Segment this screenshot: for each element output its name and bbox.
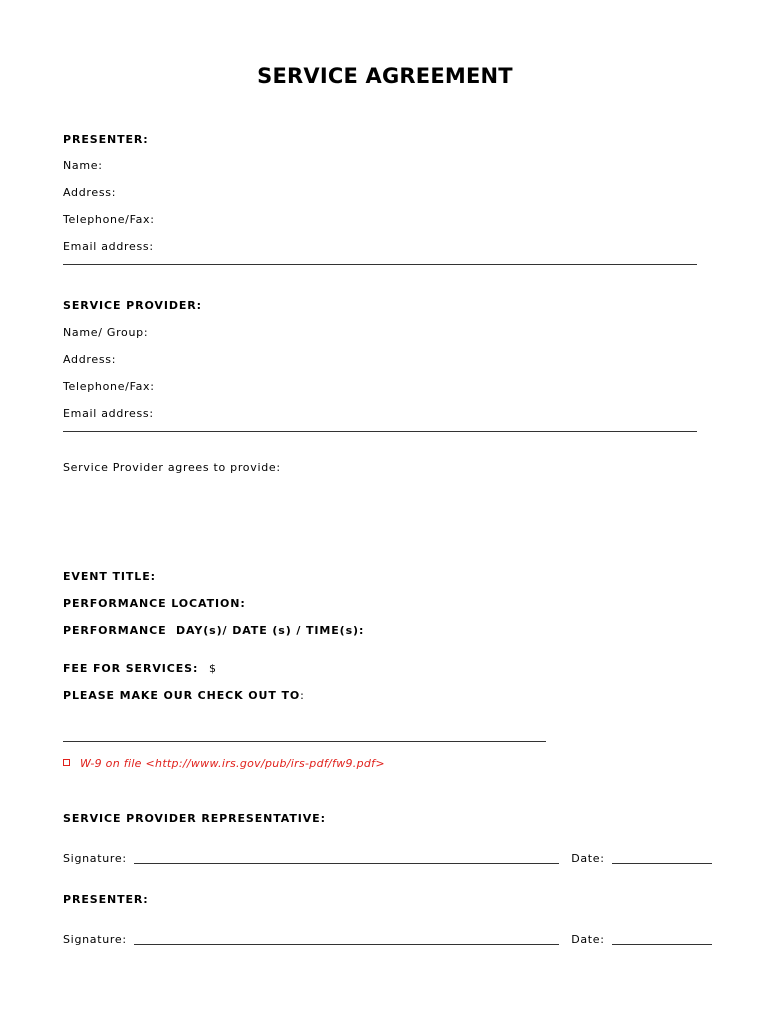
document-title: SERVICE AGREEMENT [257, 64, 513, 88]
agrees-to-provide-label: Service Provider agrees to provide: [63, 461, 281, 474]
rep-date-line[interactable] [612, 852, 712, 864]
rep-signature-label: Signature: [63, 852, 127, 865]
performance-location-label: PERFORMANCE LOCATION: [63, 597, 246, 610]
check-payable-label: PLEASE MAKE OUR CHECK OUT TO [63, 689, 301, 702]
rep-date-label: Date: [571, 852, 605, 865]
presenter-address-label: Address: [63, 186, 117, 199]
rep-signature-row [63, 852, 712, 865]
check-payable-colon: : [300, 689, 305, 702]
presenter-date-label: Date: [571, 933, 605, 946]
w9-row [63, 757, 385, 770]
presenter-signature-heading: PRESENTER: [63, 893, 149, 906]
presenter-date-line[interactable] [612, 933, 712, 945]
presenter-telephone-label: Telephone/Fax: [63, 213, 155, 226]
w9-checkbox-icon[interactable] [63, 759, 70, 766]
provider-divider [63, 431, 697, 432]
fee-for-services-label: FEE FOR SERVICES: [63, 662, 199, 675]
check-payable-line [63, 741, 546, 742]
provider-heading: SERVICE PROVIDER: [63, 299, 202, 312]
presenter-email-label: Email address: [63, 240, 154, 253]
representative-heading: SERVICE PROVIDER REPRESENTATIVE: [63, 812, 326, 825]
fee-currency-symbol: $ [209, 662, 217, 675]
presenter-divider [63, 264, 697, 265]
fee-for-services-row [63, 662, 217, 675]
presenter-signature-label: Signature: [63, 933, 127, 946]
w9-link-text[interactable]: W-9 on file <http://www.irs.gov/pub/irs-pdf/fw9.pdf> [80, 757, 385, 770]
rep-signature-line[interactable] [134, 852, 559, 864]
presenter-signature-line[interactable] [134, 933, 559, 945]
provider-telephone-label: Telephone/Fax: [63, 380, 155, 393]
provider-email-label: Email address: [63, 407, 154, 420]
provider-name-label: Name/ Group: [63, 326, 149, 339]
presenter-name-label: Name: [63, 159, 103, 172]
check-payable-row [63, 689, 305, 702]
presenter-signature-row [63, 933, 712, 946]
provider-address-label: Address: [63, 353, 117, 366]
performance-datetime-label: PERFORMANCE DAY(s)/ DATE (s) / TIME(s): [63, 624, 365, 637]
event-title-label: EVENT TITLE: [63, 570, 156, 583]
presenter-heading: PRESENTER: [63, 133, 149, 146]
